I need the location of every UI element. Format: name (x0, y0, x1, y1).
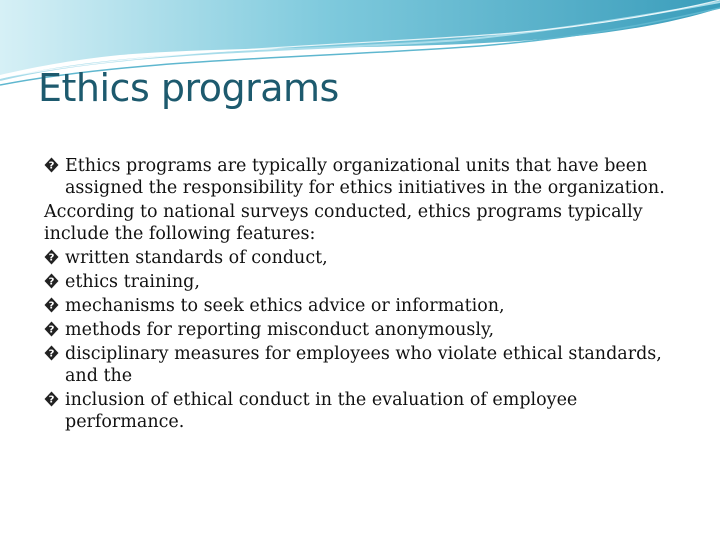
slide-body (44, 155, 684, 435)
svg-text:?: ? (48, 160, 55, 172)
bullet-item (44, 155, 684, 199)
svg-text:?: ? (48, 276, 55, 288)
paragraph-text: written standards of conduct, (65, 248, 328, 268)
replacement-character-glyph-icon (44, 391, 59, 407)
svg-text:?: ? (48, 324, 55, 336)
paragraph-text: inclusion of ethical conduct in the evaluation of employee performance. (65, 390, 578, 432)
paragraph-text: mechanisms to seek ethics advice or information, (65, 296, 505, 316)
replacement-character-glyph-icon (44, 157, 59, 173)
paragraph-text: ethics training, (65, 272, 200, 292)
paragraph-text: methods for reporting misconduct anonymously, (65, 320, 495, 340)
bullet-item (44, 319, 684, 341)
replacement-character-glyph-icon (44, 321, 59, 337)
replacement-character-glyph-icon (44, 297, 59, 313)
slide-title: Ethics programs (38, 66, 339, 110)
paragraph-text: According to national surveys conducted, ethics programs typically include the following features: (44, 202, 643, 244)
replacement-character-glyph-icon (44, 345, 59, 361)
body-paragraph (44, 201, 684, 245)
bullet-item (44, 343, 684, 387)
svg-text:?: ? (48, 252, 55, 264)
bullet-item (44, 295, 684, 317)
bullet-item (44, 247, 684, 269)
paragraph-text: Ethics programs are typically organizational units that have been assigned the responsibility for ethics initiatives in the organization. (65, 156, 665, 198)
svg-text:?: ? (48, 394, 55, 406)
paragraph-text: disciplinary measures for employees who violate ethical standards, and the (65, 344, 662, 386)
svg-text:?: ? (48, 300, 55, 312)
bullet-item (44, 271, 684, 293)
replacement-character-glyph-icon (44, 249, 59, 265)
replacement-character-glyph-icon (44, 273, 59, 289)
svg-text:?: ? (48, 348, 55, 360)
bullet-item (44, 389, 684, 433)
